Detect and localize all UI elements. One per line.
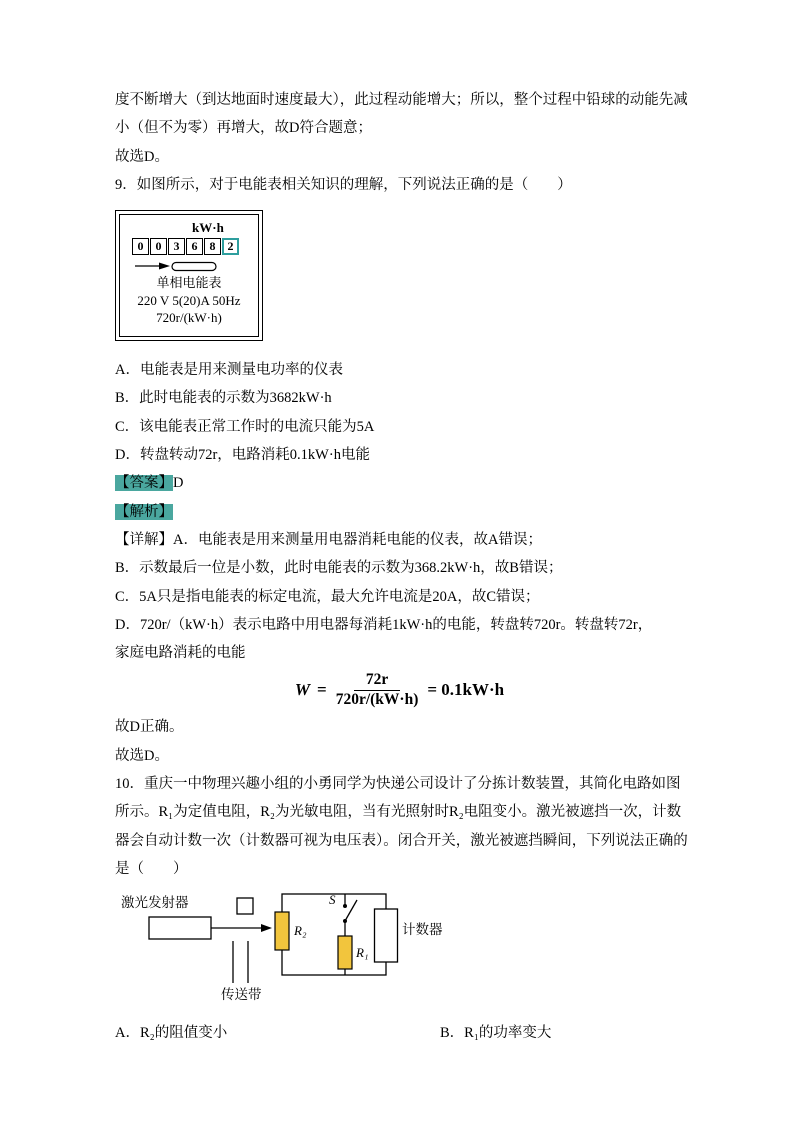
energy-meter-figure [115,210,263,341]
answer-label: 【答案】 [115,475,173,492]
q9-conclusion-1: 故D正确。 [115,719,184,736]
meter-digit-decimal: 2 [222,238,239,255]
switch-terminal [343,904,347,908]
resistor-r2 [275,912,289,950]
prev-solution-line-3: 故选D。 [115,148,169,165]
question-10-stem-line-4: 是（ ） [115,860,188,877]
question-9-stem: 9．如图所示，对于电能表相关知识的理解，下列说法正确的是（ ） [115,176,572,193]
question-10-stem-line-2: 所示。R₁为定值电阻，R₂为光敏电阻，当有光照射时R₂电阻变小。激光被遮挡一次，计数 [115,804,682,821]
q9-detail-line-5: 家庭电路消耗的电能 [115,645,246,662]
q10-option-a: A．R₂的阻值变小 [115,1025,228,1042]
energy-formula [115,667,684,713]
q10-option-b: B．R₁的功率变大 [440,1025,552,1042]
q9-conclusion-2: 故选D。 [115,747,169,764]
meter-digit: 8 [204,238,221,255]
meter-rotating-disk [133,258,258,274]
laser-emitter-box [149,917,211,939]
circuit-figure [115,887,684,1019]
question-10-stem-line-1: 10．重庆一中物理兴趣小组的小勇同学为快递公司设计了分拣计数装置，其简化电路如图 [115,776,681,793]
q9-detail-line-3: C．5A只是指电能表的标定电流，最大允许电流是20A，故C错误； [115,588,540,605]
circuit-diagram [115,887,475,1019]
meter-digit: 0 [132,238,149,255]
meter-name: 单相电能表 [156,275,222,291]
switch-blade [345,900,357,921]
formula-equals: = [317,680,327,700]
prev-solution-line-1: 度不断增大（到达地面时速度最大），此过程动能增大；所以，整个过程中铅球的动能先减 [115,92,688,108]
formula-numerator: 72r [354,671,400,691]
analysis-label: 【解析】 [115,503,173,520]
meter-digit: 6 [186,238,203,255]
meter-unit-label: kW·h [192,220,224,236]
q9-option-c: C．该电能表正常工作时的电流只能为5A [115,418,375,435]
counter-box [375,909,398,962]
formula-variable: W [294,680,310,700]
meter-rate: 720r/(kW·h) [156,310,222,326]
meter-specs: 220 V 5(20)A 50Hz [137,292,241,308]
resistor-r1 [338,936,352,969]
analysis-line [115,498,684,526]
r2-label: R₂ [294,923,307,939]
energy-meter-panel [119,214,259,337]
belt-label: 传送带 [221,987,262,1003]
counter-label: 计数器 [402,922,443,938]
r1-label: R₁ [356,945,369,961]
q9-option-d: D．转盘转动72r，电路消耗0.1kW·h电能 [115,447,370,464]
laser-label: 激光发射器 [121,895,189,911]
switch-label: S [329,892,336,908]
question-10-stem-line-3: 器会自动计数一次（计数器可视为电压表）。闭合开关，激光被遮挡瞬间，下列说法正确的 [115,832,688,849]
answer-line [115,469,684,497]
q9-detail-line-4: D．720r/（kW·h）表示电路中用电器每消耗1kW·h的电能，转盘转720r。转盘转72r， [115,616,653,633]
formula-result: = 0.1kW·h [427,680,505,700]
meter-digit: 0 [150,238,167,255]
formula-denominator: 720r/(kW·h) [335,690,419,708]
answer-value: D [173,475,184,492]
q9-option-a: A．电能表是用来测量电功率的仪表 [115,362,343,379]
meter-digit: 3 [168,238,185,255]
laser-beam-arrow-icon [261,924,272,932]
meter-digit-display [132,238,258,255]
q9-detail-line-2: B．示数最后一位是小数，此时电能表的示数为368.2kW·h，故B错误； [115,560,563,577]
parcel-box [237,898,253,914]
prev-solution-line-2: 小（但不为零）再增大，故D符合题意； [115,120,372,137]
q9-option-b: B．此时电能表的示数为3682kW·h [115,390,332,407]
q9-detail-line-1: 【详解】A．电能表是用来测量用电器消耗电能的仪表，故A错误； [115,531,542,548]
q10-options-row [115,1019,684,1047]
rotation-arrow-icon [133,258,219,274]
formula-fraction [334,671,421,709]
